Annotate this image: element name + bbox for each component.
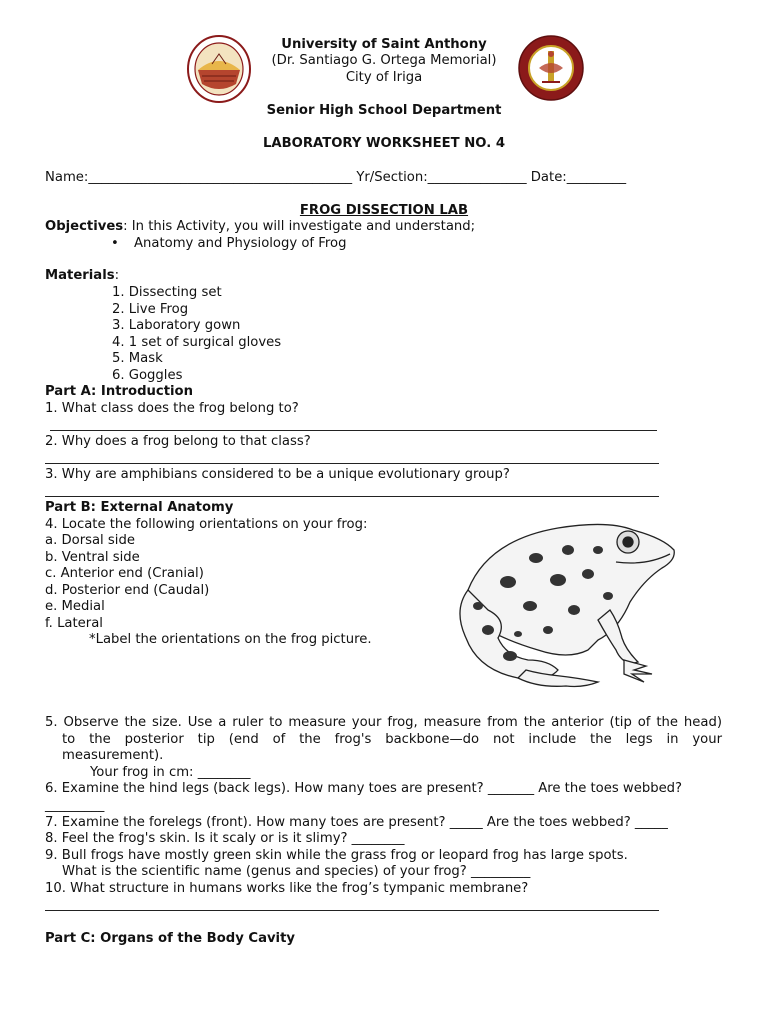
name-label: Name:: [45, 170, 89, 185]
date-blank[interactable]: _________: [566, 170, 627, 185]
orientation-item: b. Ventral side: [45, 550, 140, 565]
question-5-line-2: to the posterior tip (end of the frog's backbone—do not include the legs in your: [62, 732, 722, 747]
materials-heading: [45, 268, 119, 284]
objectives: [45, 219, 475, 235]
question-9-line-2: What is the scientific name (genus and species) of your frog? _________: [62, 864, 531, 879]
part-c-heading: Part C: Organs of the Body Cavity: [45, 931, 295, 946]
university-name: University of Saint Anthony: [281, 37, 487, 52]
objectives-text: : In this Activity, you will investigate and understand;: [123, 219, 476, 234]
orientation-item: a. Dorsal side: [45, 533, 135, 548]
material-item: 5. Mask: [112, 351, 163, 366]
material-item: 2. Live Frog: [112, 302, 189, 317]
objectives-bullet: [111, 236, 347, 252]
material-item: 6. Goggles: [112, 368, 183, 383]
lab-title: FROG DISSECTION LAB: [299, 203, 469, 218]
section-label: Yr/Section:: [356, 170, 428, 185]
question-6-line-2[interactable]: _________: [45, 798, 105, 813]
date-label: Date:: [530, 170, 567, 185]
question-10: 10. What structure in humans works like the frog’s tympanic membrane?: [45, 881, 529, 896]
question-5-answer[interactable]: Your frog in cm: ________: [90, 765, 251, 780]
part-b-heading: Part B: External Anatomy: [45, 500, 234, 515]
question-6-line-1: 6. Examine the hind legs (back legs). How many toes are present? _______ Are the toes webbed?: [45, 781, 683, 796]
materials-label: Materials: [45, 268, 115, 283]
question-5-line-3: measurement).: [62, 748, 164, 763]
part-a-heading: Part A: Introduction: [45, 384, 194, 399]
material-item: 1. Dissecting set: [112, 285, 222, 300]
material-item: 4. 1 set of surgical gloves: [112, 335, 282, 350]
label-instruction: *Label the orientations on the frog picture.: [89, 632, 372, 647]
student-info-line: [45, 170, 626, 186]
orientation-item: d. Posterior end (Caudal): [45, 583, 210, 598]
objectives-bullet-text: Anatomy and Physiology of Frog: [134, 236, 347, 251]
objectives-label: Objectives: [45, 219, 124, 234]
answer-line-3[interactable]: [45, 496, 659, 497]
department-name: Senior High School Department: [266, 103, 502, 118]
answer-line-1[interactable]: [50, 430, 657, 431]
orientation-item: f. Lateral: [45, 616, 103, 631]
question-8: 8. Feel the frog's skin. Is it scaly or is it slimy? ________: [45, 831, 405, 846]
question-2: 2. Why does a frog belong to that class?: [45, 434, 311, 449]
memorial-name: (Dr. Santiago G. Ortega Memorial): [271, 53, 497, 68]
section-blank[interactable]: _______________: [427, 170, 527, 185]
question-1: 1. What class does the frog belong to?: [45, 401, 299, 416]
question-3: 3. Why are amphibians considered to be a unique evolutionary group?: [45, 467, 510, 482]
question-4: 4. Locate the following orientations on your frog:: [45, 517, 368, 532]
question-5-line-1: 5. Observe the size. Use a ruler to measure your frog, measure from the anterior (tip of the head): [45, 715, 722, 730]
orientation-item: c. Anterior end (Cranial): [45, 566, 204, 581]
question-9-line-1: 9. Bull frogs have mostly green skin while the grass frog or leopard frog has large spots.: [45, 848, 628, 863]
name-blank[interactable]: ________________________________________: [88, 170, 353, 185]
bullet-icon: •: [111, 236, 119, 251]
question-7: 7. Examine the forelegs (front). How many toes are present? _____ Are the toes webbed? _____: [45, 815, 668, 830]
frog-illustration: [448, 510, 680, 692]
city-name: City of Iriga: [345, 70, 423, 85]
orientation-item: e. Medial: [45, 599, 105, 614]
answer-line-10[interactable]: [45, 910, 659, 911]
materials-colon: :: [114, 268, 120, 283]
worksheet-title: LABORATORY WORKSHEET NO. 4: [263, 136, 505, 151]
material-item: 3. Laboratory gown: [112, 318, 241, 333]
answer-line-2[interactable]: [45, 463, 659, 464]
